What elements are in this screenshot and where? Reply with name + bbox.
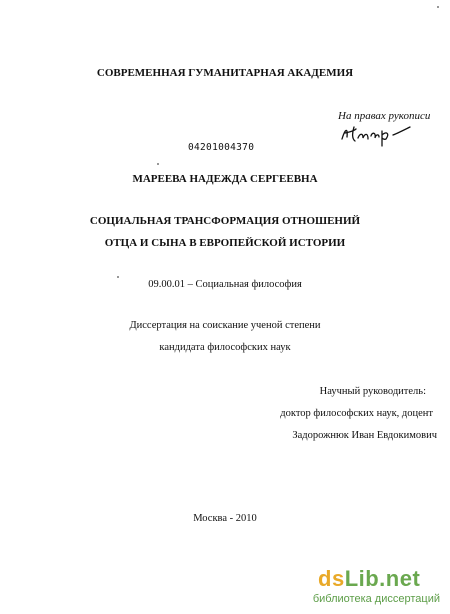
dslib-watermark: [300, 566, 440, 610]
dslib-logo: [318, 566, 420, 592]
scan-speck: [437, 6, 439, 8]
rights-note: На правах рукописи: [338, 110, 431, 122]
thesis-title-line-2: ОТЦА И СЫНА В ЕВРОПЕЙСКОЙ ИСТОРИИ: [104, 237, 346, 249]
logo-part-lib: Lib.net: [344, 566, 421, 591]
institution-name: СОВРЕМЕННАЯ ГУМАНИТАРНАЯ АКАДЕМИЯ: [96, 67, 354, 79]
registration-number: 04201004370: [188, 142, 255, 153]
degree-line-1: Диссертация на соискание ученой степени: [129, 320, 321, 331]
advisor-name: Задорожнюк Иван Евдокимович: [292, 430, 437, 441]
author-name: МАРЕЕВА НАДЕЖДА СЕРГЕЕВНА: [132, 173, 318, 185]
place-year: Москва - 2010: [193, 513, 257, 524]
dslib-subtitle: библиотека диссертаций: [312, 593, 440, 605]
scan-speck: [157, 163, 159, 165]
advisor-label: Научный руководитель:: [319, 386, 426, 397]
specialty: 09.00.01 – Социальная философия: [148, 279, 302, 290]
signature-image: [338, 123, 418, 147]
scan-speck: [117, 276, 119, 278]
thesis-title-line-1: СОЦИАЛЬНАЯ ТРАНСФОРМАЦИЯ ОТНОШЕНИЙ: [89, 215, 361, 227]
advisor-degree: доктор философских наук, доцент: [280, 408, 433, 419]
logo-part-ds: ds: [318, 566, 345, 591]
degree-line-2: кандидата философских наук: [159, 342, 291, 353]
